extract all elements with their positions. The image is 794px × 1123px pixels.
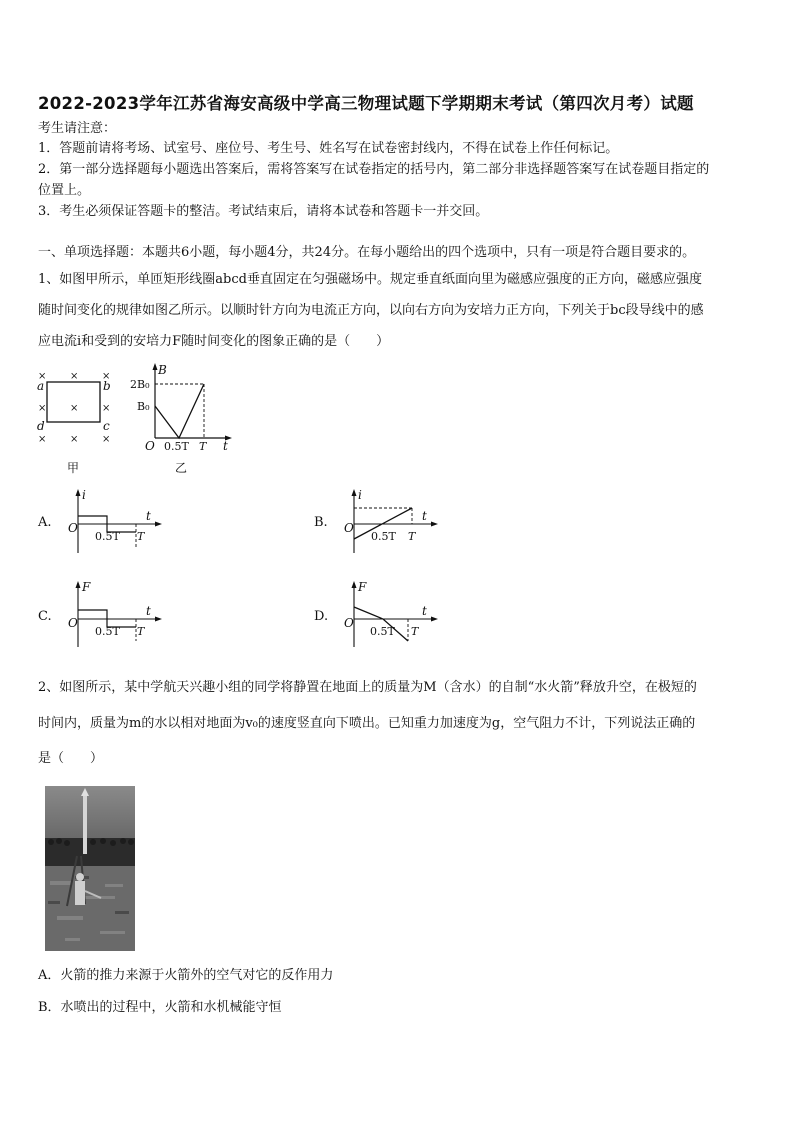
option-b-letter[interactable]: B. bbox=[314, 515, 328, 530]
notice-heading: 考生请注意： bbox=[38, 121, 117, 136]
svg-text:×: × bbox=[70, 434, 79, 445]
svg-text:T: T bbox=[137, 530, 145, 543]
svg-text:O: O bbox=[344, 616, 354, 630]
rocket-trail bbox=[83, 794, 87, 854]
notice-item: 3．考生必须保证答题卡的整洁。考试结束后，请将本试卷和答题卡一并交回。 bbox=[38, 204, 489, 219]
svg-text:0.5T: 0.5T bbox=[95, 530, 120, 543]
option-d-graph[interactable] bbox=[336, 579, 451, 649]
b-curve bbox=[155, 384, 204, 438]
x-tick-label: T bbox=[199, 440, 207, 453]
svg-text:×: × bbox=[102, 403, 111, 414]
svg-text:T: T bbox=[408, 530, 416, 543]
svg-text:O: O bbox=[68, 521, 78, 535]
x-axis-label: t bbox=[223, 439, 228, 453]
option-c-letter[interactable]: C. bbox=[38, 609, 52, 624]
svg-text:i: i bbox=[358, 488, 362, 502]
q2-option-b[interactable]: B．水喷出的过程中，火箭和水机械能守恒 bbox=[38, 1000, 282, 1015]
svg-text:×: × bbox=[102, 371, 111, 382]
coil-rectangle bbox=[47, 382, 100, 422]
svg-text:t: t bbox=[422, 509, 427, 523]
svg-text:0.5T: 0.5T bbox=[370, 625, 395, 638]
x-tick-label: 0.5T bbox=[164, 440, 189, 453]
page-title: 2022-2023学年江苏省海安高级中学高三物理试题下学期期末考试（第四次月考）试题 bbox=[38, 94, 694, 113]
option-a-letter[interactable]: A. bbox=[38, 515, 52, 530]
y-tick-label: 2B₀ bbox=[130, 378, 150, 391]
q2-line: 时间内，质量为m的水以相对地面为v₀的速度竖直向下喷出。已知重力加速度为g，空气阻力不计，下列说法正确的 bbox=[38, 716, 696, 731]
svg-text:×: × bbox=[38, 434, 47, 445]
q1-line: 随时间变化的规律如图乙所示。以顺时针方向为电流正方向，以向右方向为安培力正方向，下列关于bc段导线中的感 bbox=[38, 303, 704, 318]
option-c-graph[interactable] bbox=[60, 579, 175, 649]
svg-text:×: × bbox=[102, 434, 111, 445]
section-heading: 一、单项选择题：本题共6小题，每小题4分，共24分。在每小题给出的四个选项中，只有一项是符合题目要求的。 bbox=[38, 245, 696, 260]
svg-text:O: O bbox=[344, 521, 354, 535]
figure-yi-bt-graph bbox=[128, 362, 238, 476]
svg-text:F: F bbox=[358, 580, 367, 594]
option-d-letter[interactable]: D. bbox=[314, 609, 329, 624]
option-a-graph[interactable] bbox=[60, 487, 175, 555]
y-axis-label: B bbox=[158, 363, 167, 377]
notice-item: 2．第一部分选择题每小题选出答案后，需将答案写在试卷指定的括号内，第二部分非选择题答案写在试卷题目指定的 bbox=[38, 162, 710, 177]
y-tick-label: B₀ bbox=[137, 400, 150, 413]
water-rocket-photo bbox=[45, 786, 135, 951]
option-b-graph[interactable] bbox=[336, 487, 451, 555]
svg-text:O: O bbox=[68, 616, 78, 630]
y-axis-arrow bbox=[153, 363, 158, 370]
svg-text:0.5T: 0.5T bbox=[371, 530, 396, 543]
svg-text:0.5T: 0.5T bbox=[95, 625, 120, 638]
corner-b-label: b bbox=[103, 379, 111, 393]
notice-item: 位置上。 bbox=[38, 183, 91, 198]
svg-text:×: × bbox=[70, 403, 79, 414]
origin-label: O bbox=[145, 439, 155, 453]
figure-caption: 甲 bbox=[67, 461, 80, 475]
q2-line: 2、如图所示，某中学航天兴趣小组的同学将静置在地面上的质量为M（含水）的自制“水火箭”释放升空，在极短的 bbox=[38, 680, 697, 695]
notice-item: 1．答题前请将考场、试室号、座位号、考生号、姓名写在试卷密封线内，不得在试卷上作任何标记。 bbox=[38, 141, 619, 156]
svg-text:×: × bbox=[70, 371, 79, 382]
svg-text:F: F bbox=[82, 580, 91, 594]
q2-line: 是（ ） bbox=[38, 751, 104, 766]
corner-a-label: a bbox=[37, 379, 45, 393]
person-figure bbox=[75, 881, 85, 905]
corner-c-label: c bbox=[103, 419, 110, 433]
svg-text:×: × bbox=[38, 371, 47, 382]
corner-d-label: d bbox=[37, 419, 45, 433]
svg-text:i: i bbox=[82, 488, 86, 502]
svg-text:T: T bbox=[411, 625, 419, 638]
photo-drawing bbox=[45, 786, 135, 951]
svg-text:t: t bbox=[146, 604, 151, 618]
svg-text:t: t bbox=[146, 509, 151, 523]
figure-caption: 乙 bbox=[175, 461, 188, 475]
svg-text:T: T bbox=[137, 625, 145, 638]
q1-line: 应电流i和受到的安培力F随时间变化的图象正确的是（ ） bbox=[38, 334, 390, 349]
svg-text:×: × bbox=[38, 403, 47, 414]
q2-option-a[interactable]: A．火箭的推力来源于火箭外的空气对它的反作用力 bbox=[38, 968, 334, 983]
figure-jia-coil bbox=[34, 366, 118, 476]
q1-line: 1、如图甲所示，单匝矩形线圈abcd垂直固定在匀强磁场中。规定垂直纸面向里为磁感应强度的正方向，磁感应强度 bbox=[38, 272, 702, 287]
svg-text:t: t bbox=[422, 604, 427, 618]
